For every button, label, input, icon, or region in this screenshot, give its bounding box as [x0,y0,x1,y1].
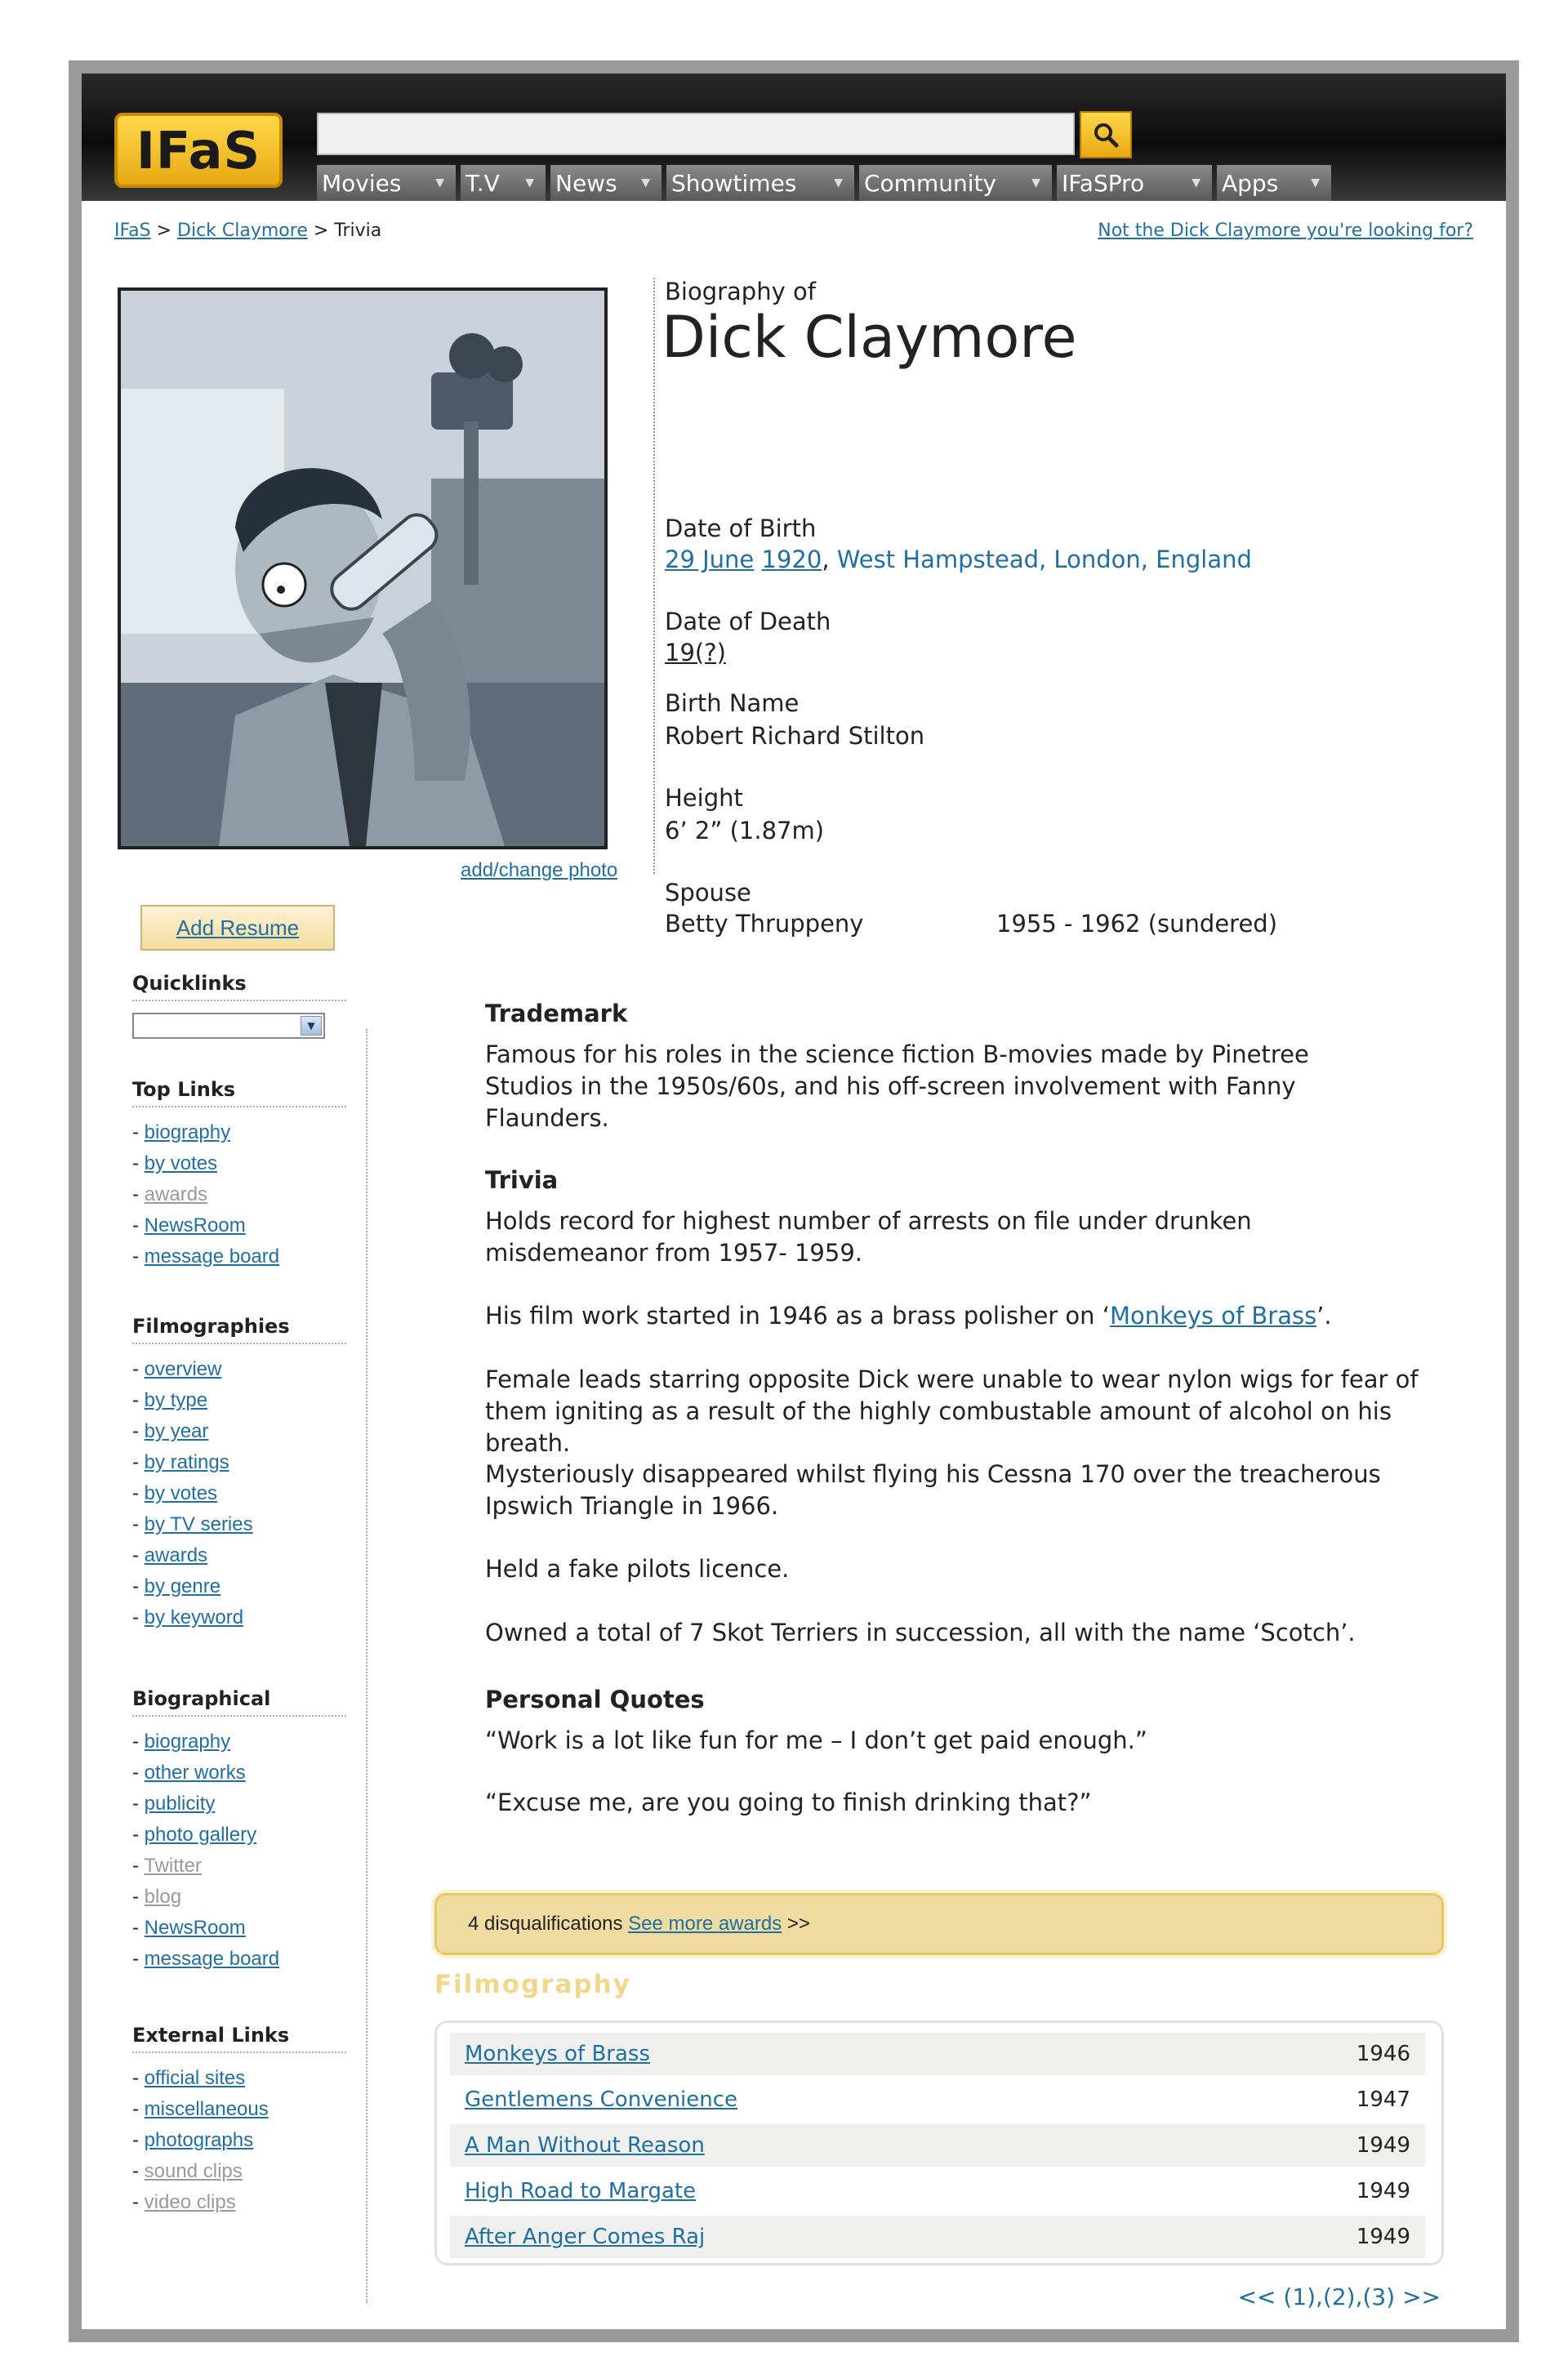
quote-item: “Excuse me, are you going to finish drinking that?” [485,1789,1092,1816]
table-row [450,2124,1425,2167]
sidebar-link-photo-gallery[interactable]: photo gallery [144,1824,257,1846]
sidebar-link-other-works[interactable]: other works [144,1762,246,1784]
chevron-down-icon: ▼ [525,176,534,189]
table-row [450,2033,1425,2075]
sidebar-item: - video clips [132,2191,236,2213]
sidebar-top-links [132,1078,346,1272]
sidebar-link-biography[interactable]: biography [144,1731,231,1753]
nav-label: T.V [466,169,500,197]
sidebar-item: - by genre [132,1575,221,1597]
nav-ifaspro[interactable] [1057,165,1212,201]
dob-day-link[interactable]: 29 June [665,546,755,573]
filmography-table [434,2020,1444,2265]
film-year: 1949 [1356,2179,1410,2203]
sidebar-item: - awards [132,1544,208,1566]
sidebar-item: - photo gallery [132,1824,257,1846]
sidebar-link-awards[interactable]: awards [144,1544,208,1566]
height-label: Height [665,784,743,812]
quote-item: “Work is a lot like fun for me – I don’t get paid enough.” [485,1726,1147,1754]
film-title-link[interactable]: Monkeys of Brass [465,2042,651,2066]
table-row [450,2170,1425,2212]
breadcrumb-sep: > [313,221,329,241]
sidebar-item: - blog [132,1886,182,1908]
nav-label: Movies [322,169,402,197]
profile-photo [118,287,608,849]
breadcrumb-person[interactable]: Dick Claymore [177,221,308,241]
page-title: Dick Claymore [662,304,1077,371]
awards-arrows: >> [786,1913,810,1935]
spouse-name: Betty Thruppeny [665,910,864,938]
sidebar-link-by-keyword[interactable]: by keyword [144,1606,244,1628]
sidebar-item: - by TV series [132,1513,253,1535]
chevron-down-icon: ▼ [301,1016,322,1036]
trademark-title: Trademark [485,1000,628,1027]
chevron-down-icon: ▼ [834,176,843,189]
trivia-text: ’. [1316,1302,1332,1330]
sidebar-link-sound-clips: sound clips [144,2160,243,2182]
sidebar-item: - sound clips [132,2160,243,2182]
table-row [450,2216,1425,2258]
nav-community[interactable] [859,165,1052,201]
sidebar-item: - NewsRoom [132,1214,246,1236]
sidebar-link-by-votes[interactable]: by votes [144,1482,218,1504]
breadcrumb-root[interactable]: IFaS [114,221,151,241]
breadcrumb [114,221,381,241]
trivia-item: Owned a total of 7 Skot Terriers in succession, all with the name ‘Scotch’. [485,1619,1356,1646]
sidebar-item: - by votes [132,1482,218,1504]
nav-label: Community [864,169,997,197]
sidebar-item: - message board [132,1245,280,1267]
sidebar-item: - photographs [132,2129,254,2151]
chevron-down-icon: ▼ [1031,176,1040,189]
dod-label: Date of Death [665,608,831,635]
trivia-item [485,1300,1481,1332]
trivia-film-link[interactable]: Monkeys of Brass [1110,1302,1317,1330]
quotes-title: Personal Quotes [485,1686,705,1713]
dod-value-link[interactable]: 19(?) [665,639,726,666]
sidebar-link-by-genre[interactable]: by genre [144,1575,221,1597]
site-header [82,74,1506,201]
chevron-down-icon: ▼ [641,176,650,189]
sidebar-link-twitter: Twitter [144,1855,202,1877]
chevron-down-icon: ▼ [435,176,444,189]
nav-label: News [555,169,617,197]
filmographies-title: Filmographies [132,1315,346,1344]
sidebar-item: - overview [132,1358,222,1380]
sidebar-item: - other works [132,1762,246,1784]
sidebar-link-message-board[interactable]: message board [144,1948,280,1970]
sidebar-item: - by type [132,1389,208,1411]
nav-news[interactable] [550,165,662,201]
main-nav [317,165,1336,201]
sidebar-item: - by year [132,1420,209,1442]
film-title-link[interactable]: A Man Without Reason [465,2133,705,2158]
biographical-title: Biographical [132,1687,346,1717]
sidebar-link-newsroom[interactable]: NewsRoom [144,1214,246,1236]
sidebar-link-by-year[interactable]: by year [144,1420,209,1442]
sidebar-item: - NewsRoom [132,1917,246,1939]
sidebar-link-photographs[interactable]: photographs [144,2129,254,2151]
sidebar-item: - awards [132,1183,208,1205]
filmographies-list [132,1354,346,1633]
sidebar-item: - message board [132,1948,280,1970]
sidebar-quicklinks [132,972,346,1039]
nav-label: Showtimes [671,169,797,197]
table-row [450,2078,1425,2121]
sidebar-filmographies [132,1315,346,1633]
sidebar-item: - publicity [132,1793,216,1815]
top-links-title: Top Links [132,1078,346,1107]
sidebar-item: - Twitter [132,1855,202,1877]
sidebar-divider [366,1029,368,2303]
page [82,74,1506,2329]
sidebar-link-message-board[interactable]: message board [144,1245,280,1267]
biographical-list [132,1726,346,1975]
nav-label: IFaSPro [1062,169,1145,197]
height-value: 6’ 2” (1.87m) [665,817,825,844]
sidebar-link-publicity[interactable]: publicity [144,1793,216,1815]
sidebar-external-links [132,2024,346,2218]
nav-apps[interactable] [1217,165,1331,201]
chevron-down-icon: ▼ [1311,176,1320,189]
filmography-title: Filmography [434,1970,631,1999]
sidebar-item: - by keyword [132,1606,244,1628]
dob-value: 29 June 1920, West Hampstead, London, England [665,546,1252,573]
film-title-link[interactable]: Gentlemens Convenience [465,2087,738,2112]
spouse-label: Spouse [665,879,751,907]
sidebar-link-by-ratings[interactable]: by ratings [144,1451,229,1473]
sidebar-link-official-sites[interactable]: official sites [144,2067,246,2089]
sidebar-item: - by ratings [132,1451,229,1473]
bio-heading: Biography of [665,278,816,305]
chevron-down-icon: ▼ [1192,176,1200,189]
quicklinks-select[interactable] [132,1013,325,1039]
external-links-list [132,2063,346,2218]
film-title-link[interactable]: High Road to Margate [465,2179,697,2203]
sidebar-link-miscellaneous[interactable]: miscellaneous [144,2098,269,2120]
sidebar-biographical [132,1687,346,1975]
sidebar-link-biography[interactable]: biography [144,1121,231,1143]
nav-movies[interactable] [317,165,456,201]
external-links-title: External Links [132,2024,346,2053]
breadcrumb-sep: > [156,221,172,241]
film-title-link[interactable]: After Anger Comes Raj [465,2225,706,2249]
awards-bar [434,1893,1444,1955]
nav-tv[interactable] [461,165,546,201]
sidebar-item: - miscellaneous [132,2098,269,2120]
sidebar-link-by-type[interactable]: by type [144,1389,208,1411]
sidebar-link-by-tv-series[interactable]: by TV series [144,1513,253,1535]
sidebar-link-newsroom[interactable]: NewsRoom [144,1917,246,1939]
trademark-text: Famous for his roles in the science fiction B-movies made by Pinetree Studios in the 1950s/60s, and his off-screen involvement with Fanny Flaunders. [485,1040,1309,1132]
filmography-pager[interactable]: << (1),(2),(3) >> [1237,2283,1441,2310]
film-year: 1949 [1356,2225,1410,2249]
trivia-item: Female leads starring opposite Dick were unable to wear nylon wigs for fear of them igniting as a result of the highly combustable amount of alcohol on his breath. [485,1365,1419,1457]
sidebar-item: - official sites [132,2067,246,2089]
trivia-item: Mysteriously disappeared whilst flying his Cessna 170 over the treacherous Ipswich Triangle in 1966. [485,1460,1381,1520]
quicklinks-title: Quicklinks [132,972,346,1001]
sidebar-item: - by votes [132,1152,218,1174]
actor-illustration [121,291,604,846]
add-change-photo-link[interactable]: add/change photo [461,859,618,881]
film-year: 1949 [1356,2133,1410,2158]
not-you-link[interactable]: Not the Dick Claymore you're looking for? [1098,221,1473,241]
sidebar-link-video-clips: video clips [144,2191,236,2213]
awards-text: 4 disqualifications [468,1913,623,1935]
sidebar-item: - biography [132,1121,231,1143]
sidebar-item: - biography [132,1731,231,1753]
trivia-title: Trivia [485,1166,559,1194]
trivia-text: His film work started in 1946 as a brass polisher on ‘ [485,1302,1110,1330]
nav-showtimes[interactable] [666,165,854,201]
see-more-awards-link[interactable]: See more awards [628,1913,782,1935]
trivia-item: Held a fake pilots licence. [485,1555,790,1583]
nav-label: Apps [1222,169,1279,197]
site-logo[interactable]: IFaS [114,113,283,188]
search-button[interactable] [1080,111,1132,158]
bio-divider [653,278,655,874]
dob-label: Date of Birth [665,515,817,542]
breadcrumb-current: Trivia [334,221,382,241]
trivia-item: Holds record for highest number of arrests on file under drunken misdemeanor from 1957- 1959. [485,1207,1252,1267]
film-year: 1947 [1356,2087,1410,2112]
sidebar-link-by-votes[interactable]: by votes [144,1152,218,1174]
dob-place-link[interactable]: West Hampstead, London, England [836,546,1252,573]
sidebar-link-awards: awards [144,1183,208,1205]
dob-year-link[interactable]: 1920 [761,546,822,573]
birth-name-value: Robert Richard Stilton [665,722,925,750]
sidebar-link-blog: blog [144,1886,182,1908]
top-links-list [132,1117,346,1272]
spouse-years: 1955 - 1962 (sundered) [996,910,1278,938]
sidebar-link-overview[interactable]: overview [144,1358,222,1380]
birth-name-label: Birth Name [665,689,800,717]
search-input[interactable] [317,113,1075,155]
film-year: 1946 [1356,2042,1410,2066]
add-resume-button[interactable]: Add Resume [140,905,335,951]
search-icon [1092,121,1120,149]
